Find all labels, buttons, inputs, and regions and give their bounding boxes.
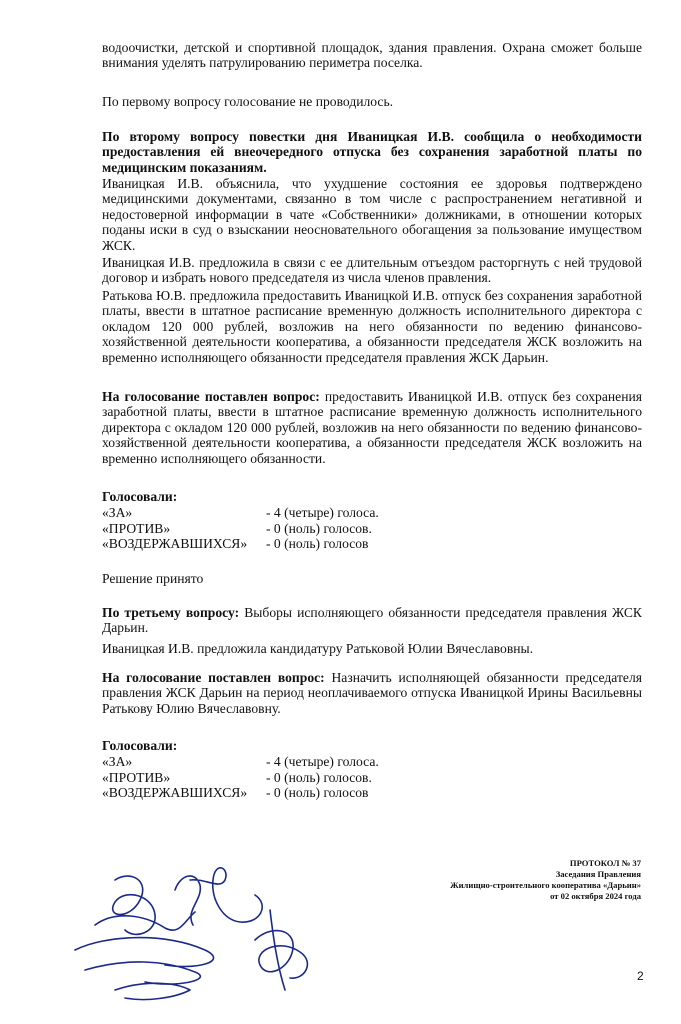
signature-5	[115, 983, 190, 999]
tally-1	[102, 489, 462, 552]
stamp-line-2: Заседания Правления	[555, 869, 641, 879]
paragraph-first-question: По первому вопросу голосование не проводилось.	[102, 94, 394, 109]
tally-row-against: «ПРОТИВ» - 0 (ноль) голосов.	[102, 520, 372, 536]
q3-lead: По третьему вопросу:	[102, 605, 240, 620]
vote2-text: Назначить исполняющей обязанности председателя правления ЖСК Дарьин на период неоплачиваемого отпуска Иваницкой Ирины Васильевны Ратькову Юлию Вячеславовну.	[102, 670, 642, 716]
signature-4	[255, 910, 307, 990]
vote1-text: предоставить Иваницкой И.В. отпуск без сохранения заработной платы, ввести в штатное расписание временную должность исполнительного директора с окладом 120 000 рублей, возложив на него обязанности по ведению финансово-хозяйственной деятельности кооператива, а обязанности председателя ЖСК возложить на временно исполняющего обязанности.	[102, 389, 642, 466]
paragraph-security: водоочистки, детской и спортивной площадок, здания правления. Охрана сможет больше внимания уделять патрулированию периметра поселка.	[102, 40, 642, 71]
voted-label-2: Голосовали:	[102, 738, 178, 753]
second-question-heading: По второму вопросу повестки дня Иваницкая И.В. сообщила о необходимости предоставления ей внеочередного отпуска без сохранения заработной платы по медицинским показаниям.	[102, 129, 642, 175]
vote1-lead: На голосование поставлен вопрос:	[102, 389, 320, 404]
tally-2	[102, 738, 462, 801]
signature-2	[175, 868, 262, 925]
protocol-stamp	[381, 858, 641, 902]
stamp-line-4: от 02 октября 2024 года	[550, 891, 641, 901]
stamp-line-3: Жилищно-строительного кооператива «Дарьин»	[450, 880, 641, 890]
vote2-lead: На голосование поставлен вопрос:	[102, 670, 325, 685]
signature-3	[75, 938, 214, 984]
third-question	[102, 605, 642, 636]
tally-row-abstained: «ВОЗДЕРЖАВШИХСЯ» - 0 (ноль) голосов	[102, 536, 369, 551]
signature-1	[95, 876, 195, 934]
signatures	[55, 840, 345, 1015]
page-number: 2	[637, 969, 644, 983]
paragraph-candidate: Иваницкая И.В. предложила кандидатуру Ратьковой Юлии Вячеславовны.	[102, 641, 534, 656]
stamp-line-1: ПРОТОКОЛ № 37	[569, 858, 641, 868]
tally2-row-against: «ПРОТИВ» - 0 (ноль) голосов.	[102, 769, 372, 785]
decision-text: Решение принято	[102, 571, 204, 586]
tally2-row-abstained: «ВОЗДЕРЖАВШИХСЯ» - 0 (ноль) голосов	[102, 785, 369, 800]
vote1-question	[102, 389, 642, 466]
vote2-question	[102, 670, 642, 716]
tally2-row-for: «ЗА» - 4 (четыре) голоса.	[102, 754, 379, 769]
voted-label: Голосовали:	[102, 489, 178, 504]
paragraph-ratkova-proposal: Ратькова Ю.В. предложила предоставить Иваницкой И.В. отпуск без сохранения заработной платы, ввести в штатное расписание временную должность исполнительного директора с окладом 120 000 рублей, возложив на него обязанности по ведению финансово-хозяйственной деятельности кооператива, а обязанности председателя ЖСК возложить на временно исполняющего обязанности председателя правления ЖСК Дарьин.	[102, 288, 642, 365]
tally-row-for: «ЗА» - 4 (четыре) голоса.	[102, 505, 379, 520]
paragraph-ivanitskaya-explanation: Иваницкая И.В. объяснила, что ухудшение состояния ее здоровья подтверждено медицинскими документами, связанно в том числе с распространением негативной и недостоверной информации в чате «Собственники» должниками, в отношении которых поданы иски в суд о взыскании неосновательного обогащения за пользование имуществом ЖСК.	[102, 176, 642, 253]
q3-text: Выборы исполняющего обязанности председателя правления ЖСК Дарьин.	[102, 605, 642, 636]
paragraph-ivanitskaya-proposal: Иваницкая И.В. предложила в связи с ее длительным отъездом расторгнуть с ней трудовой договор и избрать нового председателя из числа членов правления.	[102, 255, 642, 286]
